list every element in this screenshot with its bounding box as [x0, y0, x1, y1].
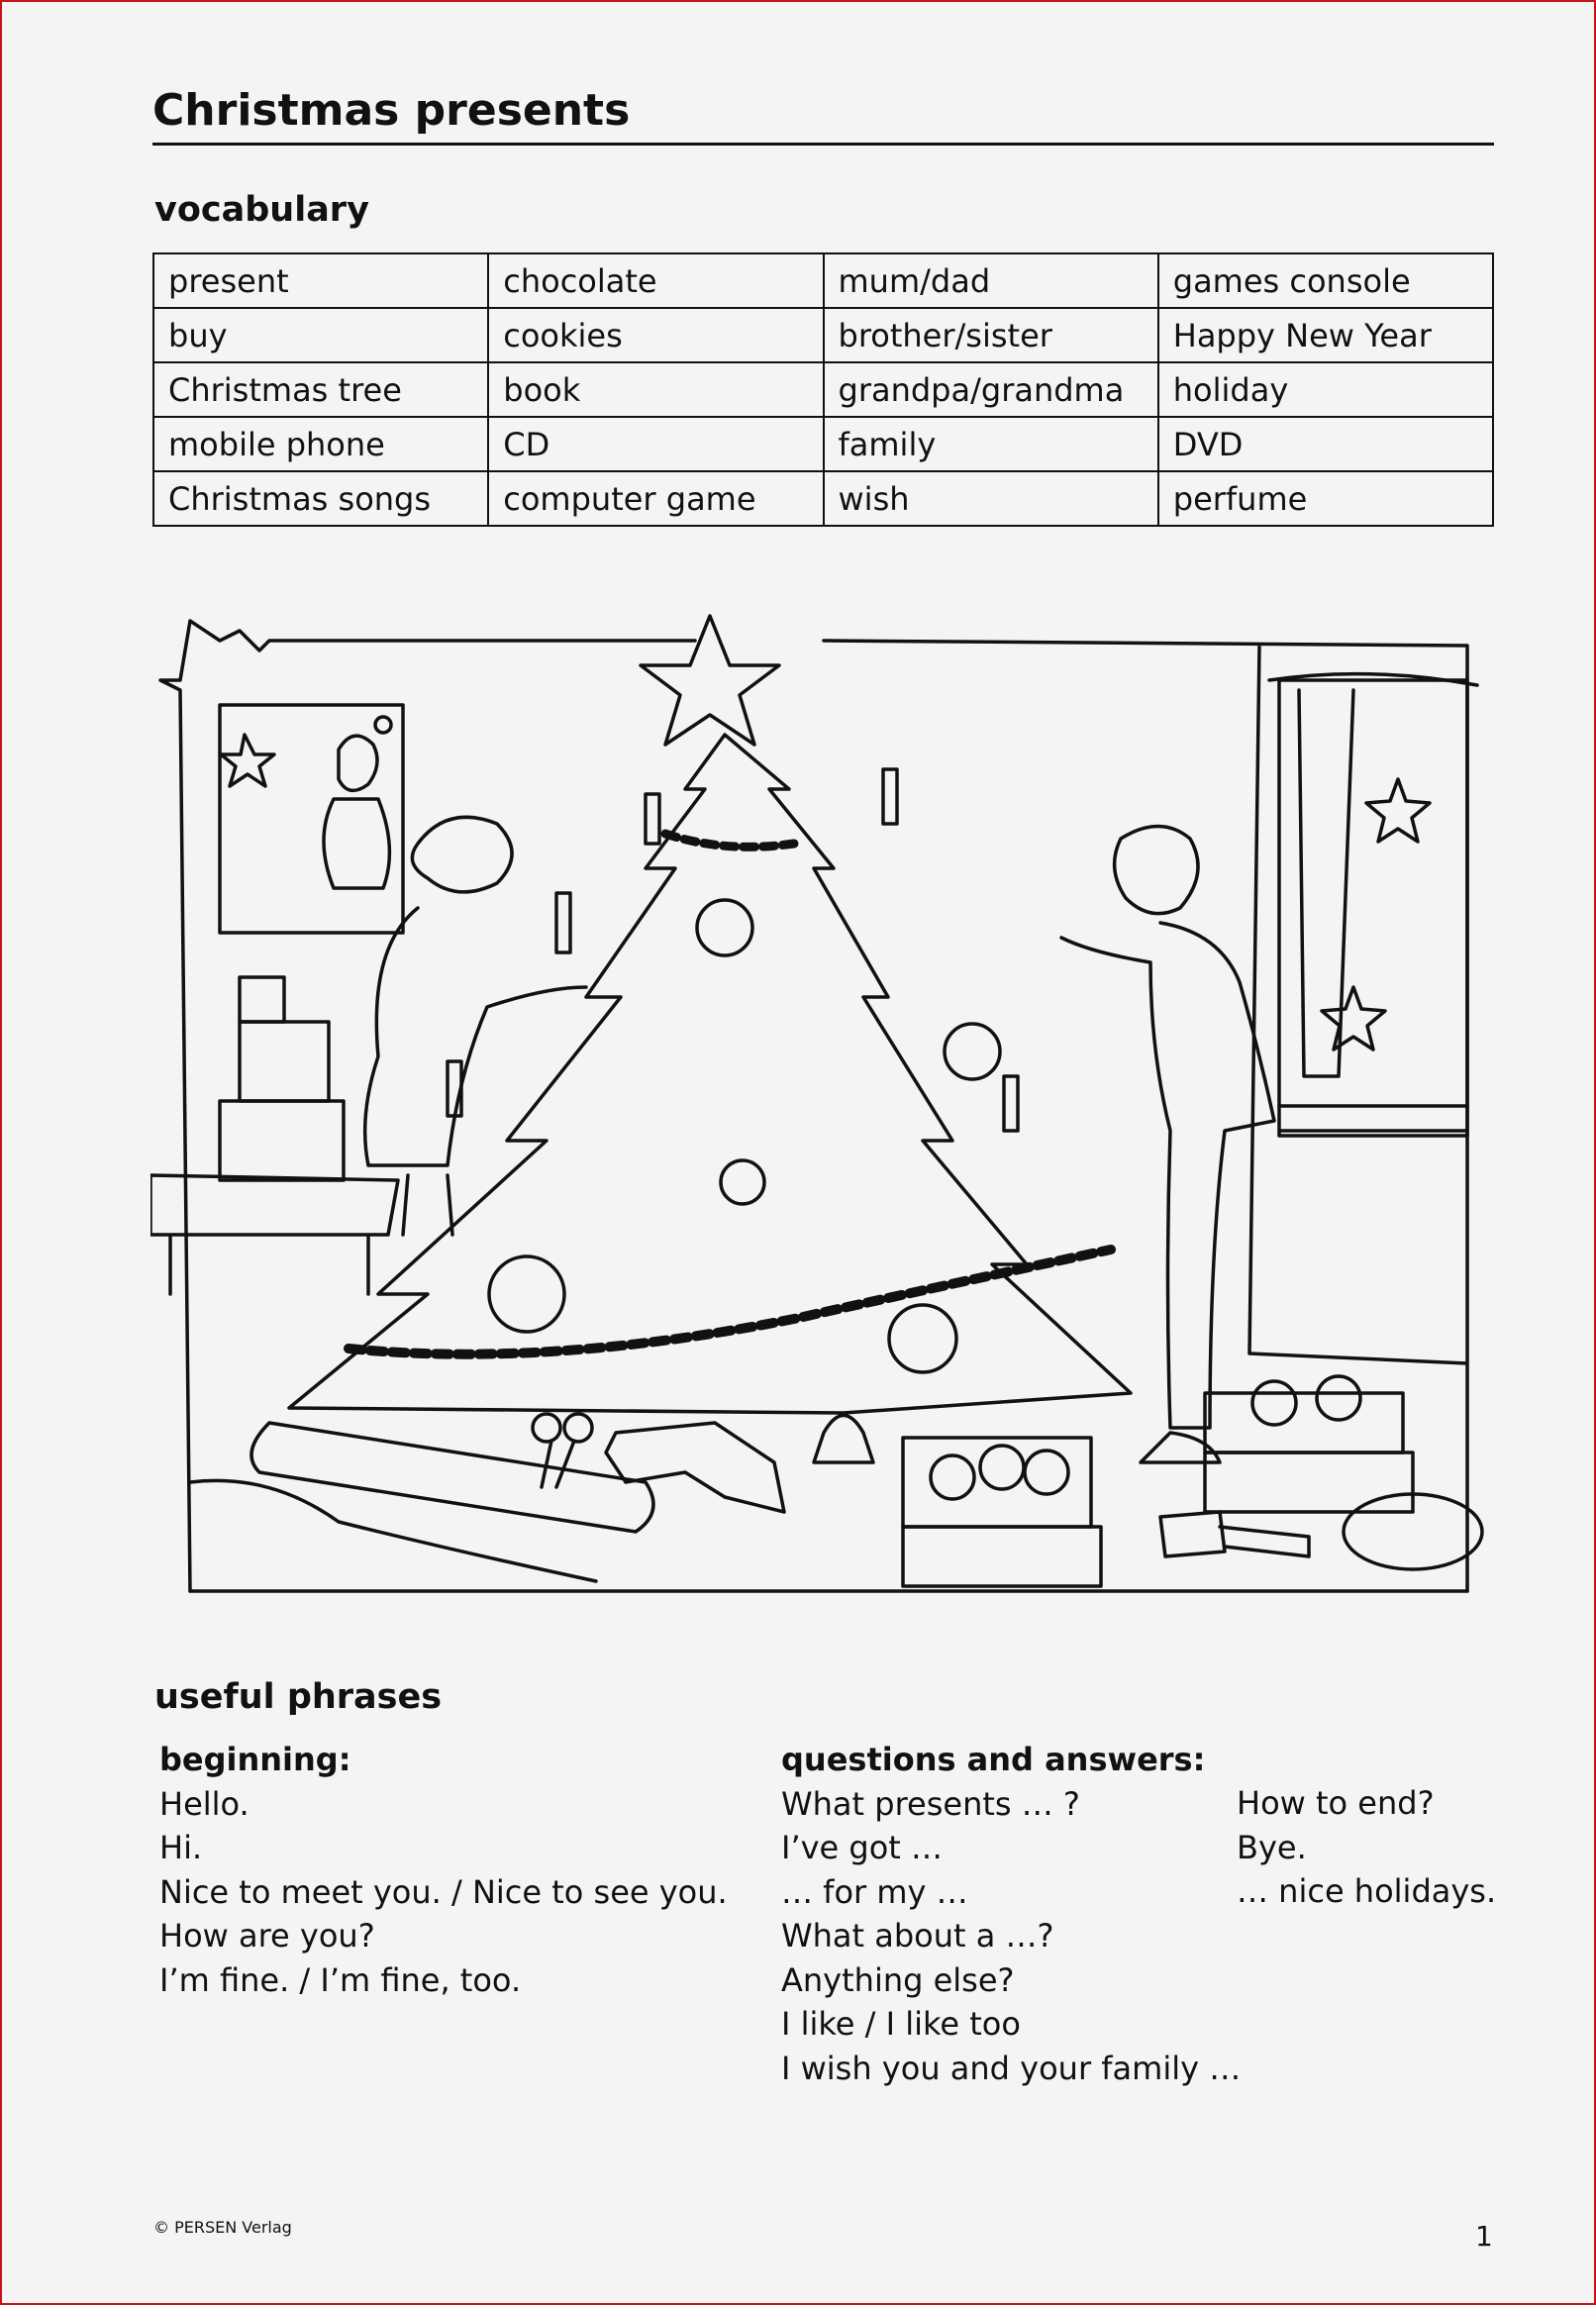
vocab-cell: mobile phone — [153, 417, 488, 471]
vocab-cell: brother/sister — [824, 308, 1158, 362]
man-figure — [1115, 827, 1198, 914]
vocab-cell: Christmas tree — [153, 362, 488, 417]
table-row — [153, 362, 1493, 417]
christmas-tree — [289, 735, 1131, 1413]
vocab-cell: holiday — [1158, 362, 1493, 417]
phrases-ending-column — [1237, 1781, 1496, 1914]
vocab-cell: Christmas songs — [153, 471, 488, 526]
phrase-line: I like / I like too — [781, 2005, 1021, 2043]
phrases-qa-column — [781, 1738, 1241, 2090]
table-row — [153, 308, 1493, 362]
wrapping-paper-roll — [251, 1423, 653, 1532]
vocab-cell: perfume — [1158, 471, 1493, 526]
woman-figure — [412, 817, 512, 892]
phrase-line: Nice to meet you. / Nice to see you. — [159, 1872, 728, 1911]
page-title: Christmas presents — [152, 81, 1494, 146]
vocab-cell: mum/dad — [824, 253, 1158, 308]
phrase-line: How are you? — [159, 1917, 375, 1954]
vocabulary-table — [152, 252, 1494, 527]
qa-heading: questions and answers: — [781, 1741, 1206, 1778]
phrase-line: I’m fine. / I’m fine, too. — [159, 1960, 522, 1999]
beginning-heading: beginning: — [159, 1741, 351, 1778]
window — [1279, 680, 1467, 1136]
useful-phrases-heading: useful phrases — [154, 1677, 443, 1717]
publisher-credit: © PERSEN Verlag — [153, 2218, 292, 2237]
vocab-cell: Happy New Year — [1158, 308, 1493, 362]
vocab-cell: computer game — [488, 471, 823, 526]
phrase-line: What presents … ? — [781, 1784, 1080, 1823]
table-row — [153, 471, 1493, 526]
vocab-cell: DVD — [1158, 417, 1493, 471]
vocabulary-heading: vocabulary — [154, 190, 369, 230]
phrase-line: Bye. — [1237, 1828, 1307, 1866]
page-number: 1 — [1475, 2220, 1493, 2253]
phrase-line: Anything else? — [781, 1960, 1015, 1999]
phrase-line: How to end? — [1237, 1784, 1435, 1822]
christmas-tree-family-decorating-illustration — [150, 601, 1497, 1611]
table-row — [153, 417, 1493, 471]
phrases-beginning-column — [159, 1738, 728, 2002]
vocab-cell: games console — [1158, 253, 1493, 308]
phrase-line: Hi. — [159, 1829, 203, 1866]
vocab-cell: chocolate — [488, 253, 823, 308]
vocab-cell: grandpa/grandma — [824, 362, 1158, 417]
phrase-line: … nice holidays. — [1237, 1872, 1497, 1910]
tree-star — [641, 616, 779, 745]
vocab-cell: present — [153, 253, 488, 308]
vocab-cell: family — [824, 417, 1158, 471]
phrase-line: … for my … — [781, 1872, 968, 1911]
phrase-line: I wish you and your family … — [781, 2049, 1242, 2087]
phrase-line: I’ve got … — [781, 1829, 944, 1866]
vocab-cell: wish — [824, 471, 1158, 526]
phrase-line: What about a …? — [781, 1917, 1054, 1954]
vocab-cell: book — [488, 362, 823, 417]
phrase-line: Hello. — [159, 1784, 249, 1823]
table-row — [153, 253, 1493, 308]
vocab-cell: CD — [488, 417, 823, 471]
vocab-cell: buy — [153, 308, 488, 362]
vocab-cell: cookies — [488, 308, 823, 362]
